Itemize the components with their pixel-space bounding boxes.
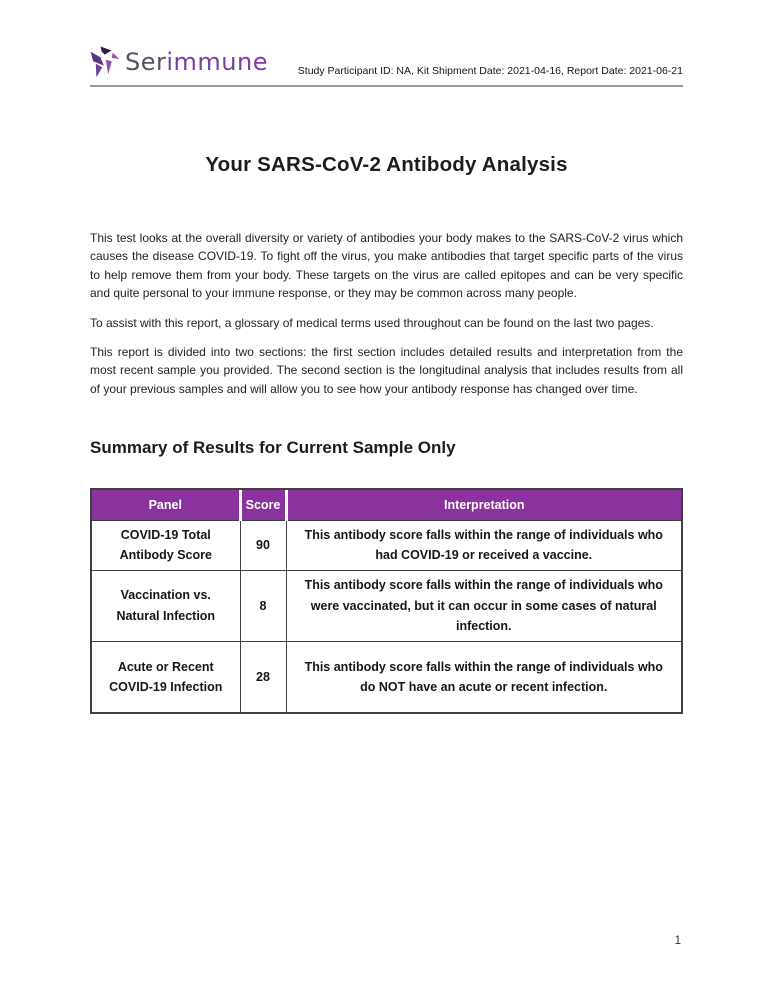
report-title: Your SARS-CoV-2 Antibody Analysis [205, 153, 568, 176]
col-header-score: Score [240, 490, 286, 520]
table-header-row [92, 490, 681, 520]
logo-wordmark [125, 50, 268, 76]
score-cell: 90 [240, 520, 286, 570]
intro-section [90, 229, 683, 398]
header-divider [90, 85, 683, 87]
table-row-vaccination-vs-natural [92, 570, 681, 641]
results-table-container [90, 488, 683, 714]
intro-paragraph-3: This report is divided into two sections: the first section includes detailed results and interpretation from the most recent sample you provided. The second section is the longitudinal analysis that includes results from all of your previous samples and will allow you to see how your antibody response has changed over time. [90, 345, 683, 396]
col-header-interpretation: Interpretation [286, 490, 681, 520]
page-number: 1 [674, 935, 681, 947]
summary-section-heading: Summary of Results for Current Sample Only [90, 438, 456, 458]
intro-paragraph-1: This test looks at the overall diversity or variety of antibodies your body makes to the SARS-CoV-2 virus which causes the disease COVID-19. To fight off the virus, you make antibodies that target specific parts of the virus to help remove them from your body. These targets on the virus are called epitopes and can be very specific and quite personal to your immune response, or they may be common across many people. [90, 231, 683, 301]
report-header [90, 0, 683, 80]
score-cell: 28 [240, 641, 286, 712]
interpretation-cell: This antibody score falls within the range of individuals who do NOT have an acute or recent infection. [286, 641, 681, 712]
table-row-total-antibody [92, 520, 681, 570]
participant-info-line: Study Participant ID: NA, Kit Shipment Date: 2021-04-16, Report Date: 2021-06-21 [297, 65, 683, 77]
score-cell: 8 [240, 570, 286, 641]
interpretation-cell: This antibody score falls within the range of individuals who were vaccinated, but it can occur in some cases of natural infection. [286, 570, 681, 641]
logo-wordmark-suffix: immune [166, 48, 268, 76]
serimmune-logo [90, 46, 268, 80]
intro-paragraph-2: To assist with this report, a glossary of medical terms used throughout can be found on the last two pages. [90, 315, 654, 330]
results-table [92, 490, 681, 712]
panel-cell: Vaccination vs. Natural Infection [92, 570, 240, 641]
panel-cell: Acute or Recent COVID-19 Infection [92, 641, 240, 712]
interpretation-cell: This antibody score falls within the range of individuals who had COVID-19 or received a vaccine. [286, 520, 681, 570]
table-row-acute-recent-infection [92, 641, 681, 712]
logo-wordmark-prefix: Ser [125, 48, 167, 76]
serimmune-logo-icon [90, 46, 120, 80]
col-header-panel: Panel [92, 490, 240, 520]
panel-cell: COVID-19 Total Antibody Score [92, 520, 240, 570]
